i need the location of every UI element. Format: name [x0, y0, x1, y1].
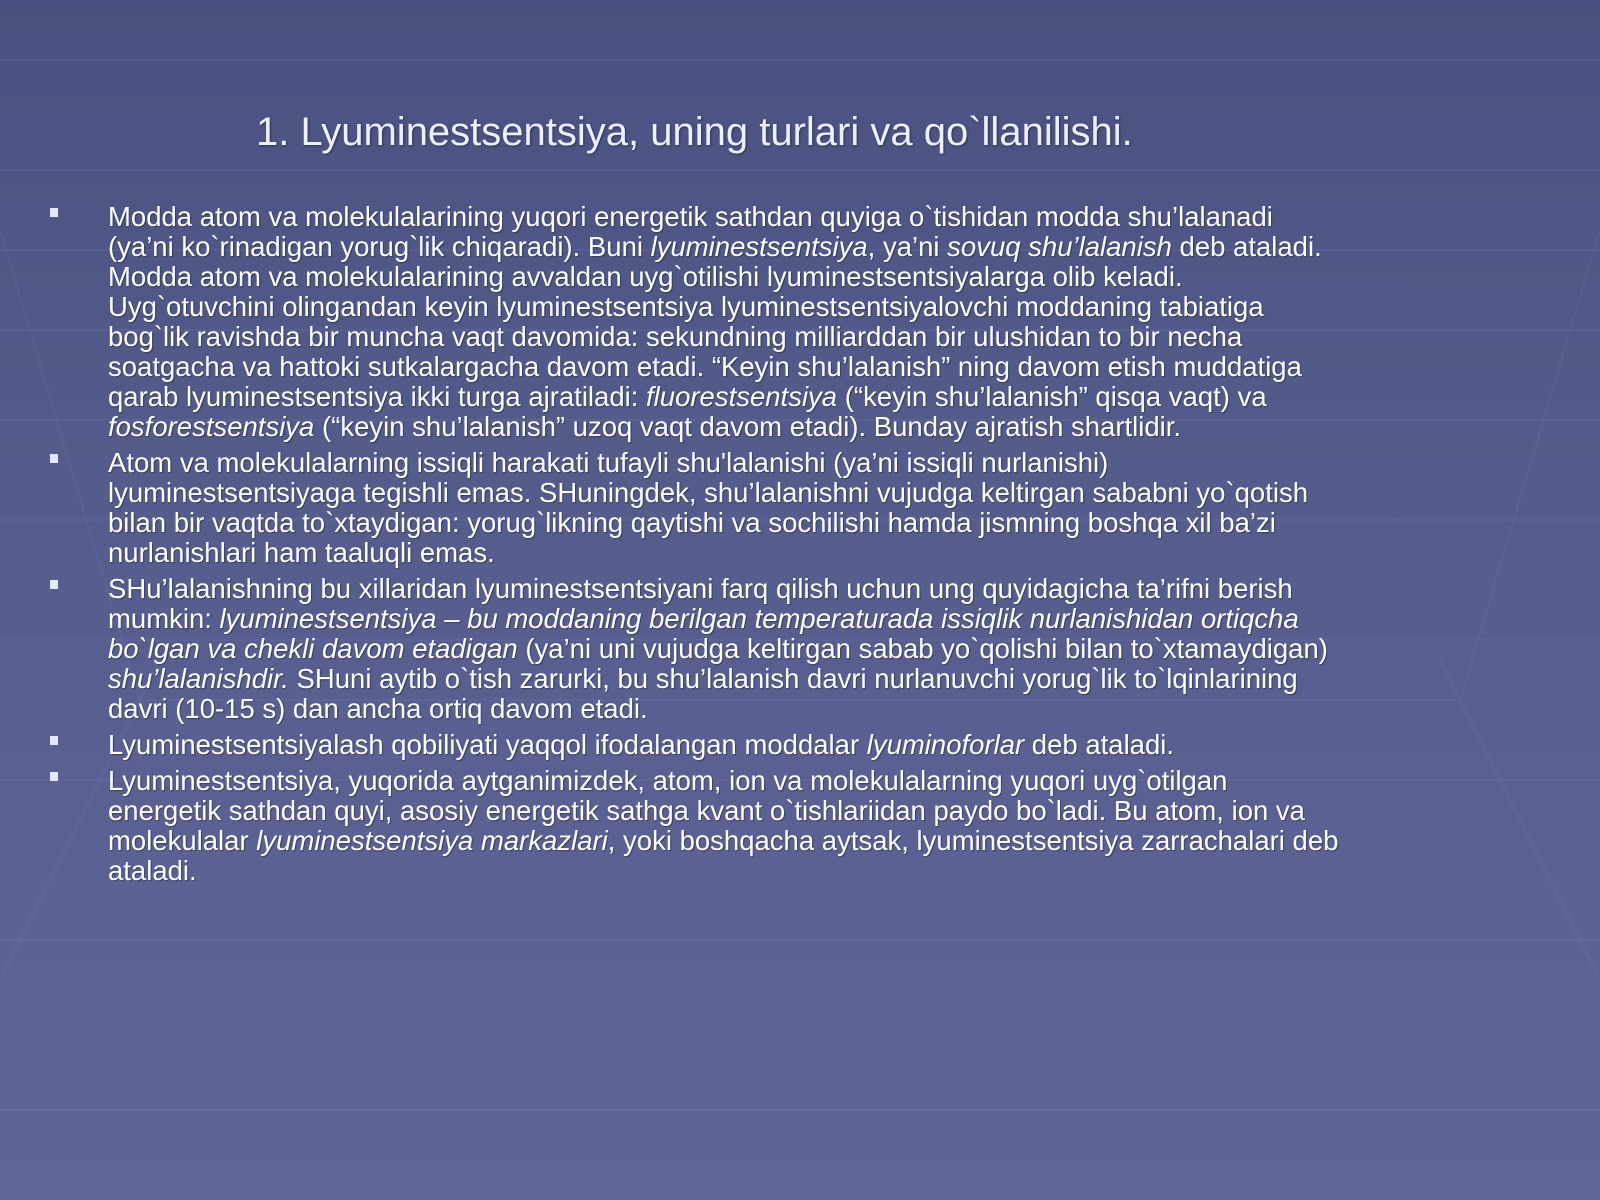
text-run: nurlanishlari ham taaluqli emas.: [108, 537, 495, 568]
text-run: qarab lyuminestsentsiya ikki turga ajratiladi:: [108, 381, 647, 412]
text-run: Atom va molekulalarning issiqli harakati tufayli shu'lalanishi (ya’ni issiqli nurlanishi): [108, 447, 1109, 478]
bullet-item: [48, 730, 1558, 760]
text-run: SHuni aytib o`tish zarurki, bu shu’lalanish davri nurlanuvchi yorug`lik to`lqinlarining: [288, 663, 1298, 694]
text-run: ataladi.: [108, 855, 197, 886]
text-run: , yoki boshqacha aytsak, lyuminestsentsiya zarrachalari deb: [607, 825, 1339, 856]
bullet-text-line: [108, 262, 1558, 292]
bullet-text-line: [108, 478, 1558, 508]
bullet-item: [48, 766, 1558, 886]
text-run: (“keyin shu’lalanish” uzoq vaqt davom etadi). Bunday ajratish shartlidir.: [314, 411, 1182, 442]
text-run: deb ataladi.: [1024, 729, 1175, 760]
bullet-text-line: [108, 664, 1558, 694]
text-run: , ya’ni: [867, 231, 948, 262]
bullet-text-line: [108, 856, 1558, 886]
bullet-item: [48, 448, 1558, 568]
bullet-text-line: [108, 322, 1558, 352]
bullet-list: [48, 202, 1558, 892]
italic-term: lyuminoforlar: [866, 729, 1025, 760]
text-run: (ya’ni ko`rinadigan yorug`lik chiqaradi). Buni: [108, 231, 651, 262]
text-run: soatgacha va hattoki sutkalargacha davom etadi. “Keyin shu’lalanish” ning davom etish muddatiga: [108, 351, 1302, 382]
bullet-text-line: [108, 766, 1558, 796]
bullet-text-line: [108, 232, 1558, 262]
italic-term: sovuq shu’lalanish: [947, 231, 1172, 262]
text-run: lyuminestsentsiyaga tegishli emas. SHuningdek, shu’lalanishni vujudga keltirgan sababni yo`qotish: [108, 477, 1308, 508]
bullet-text-line: [108, 508, 1558, 538]
italic-term: lyuminestsentsiya: [650, 231, 868, 262]
bullet-square-icon: [50, 736, 58, 745]
text-run: Modda atom va molekulalarining yuqori energetik sathdan quyiga o`tishidan modda shu’lalanadi: [108, 201, 1273, 232]
text-run: SHu’lalanishning bu xillaridan lyuminestsentsiyani farq qilish uchun ung quyidagicha ta’rifni berish: [108, 573, 1293, 604]
text-run: molekulalar: [108, 825, 257, 856]
text-run: bilan bir vaqtda to`xtaydigan: yorug`likning qaytishi va sochilishi hamda jismning boshqa xil ba’zi: [108, 507, 1276, 538]
bullet-text-line: [108, 412, 1558, 442]
text-run: Uyg`otuvchini olingandan keyin lyuminestsentsiya lyuminestsentsiyalovchi moddaning tabiatiga: [108, 291, 1264, 322]
bullet-item: [48, 202, 1558, 442]
text-run: Lyuminestsentsiya, yuqorida aytganimizdek, atom, ion va molekulalarning yuqori uyg`otilgan: [108, 765, 1228, 796]
bullet-text-line: [108, 694, 1558, 724]
text-run: (ya’ni uni vujudga keltirgan sabab yo`qolishi bilan to`xtamaydigan): [517, 633, 1328, 664]
bullet-text-line: [108, 796, 1558, 826]
bullet-text-line: [108, 292, 1558, 322]
bullet-text-line: [108, 574, 1558, 604]
slide-title: 1. Lyuminestsentsiya, uning turlari va qo`llanilishi.: [256, 110, 1133, 154]
text-run: Lyuminestsentsiyalash qobiliyati yaqqol ifodalangan moddalar: [108, 729, 867, 760]
text-run: deb ataladi.: [1171, 231, 1322, 262]
italic-term: fosforestsentsiya: [108, 411, 315, 442]
bullet-square-icon: [50, 454, 58, 463]
text-run: bog`lik ravishda bir muncha vaqt davomida: sekundning milliarddan bir ulushidan to bir necha: [108, 321, 1243, 352]
bullet-text-line: [108, 448, 1558, 478]
bullet-square-icon: [50, 580, 58, 589]
bullet-text-line: [108, 604, 1558, 634]
bullet-square-icon: [50, 208, 58, 217]
italic-term: shu’lalanishdir.: [108, 663, 289, 694]
italic-term: lyuminestsentsiya markazlari: [256, 825, 608, 856]
text-run: davri (10-15 s) dan ancha ortiq davom etadi.: [108, 693, 648, 724]
italic-term: bo`lgan va chekli davom etadigan: [108, 633, 518, 664]
bullet-text-line: [108, 352, 1558, 382]
text-run: mumkin:: [108, 603, 220, 634]
bullet-text-line: [108, 826, 1558, 856]
text-run: (“keyin shu’lalanish” qisqa vaqt) va: [837, 381, 1267, 412]
bullet-text-line: [108, 634, 1558, 664]
italic-term: lyuminestsentsiya – bu moddaning berilgan temperaturada issiqlik nurlanishidan ortiqcha: [219, 603, 1299, 634]
italic-term: fluorestsentsiya: [646, 381, 838, 412]
bullet-text-line: [108, 202, 1558, 232]
bullet-text-line: [108, 730, 1558, 760]
text-run: Modda atom va molekulalarining avvaldan uyg`otilishi lyuminestsentsiyalarga olib keladi.: [108, 261, 1183, 292]
bullet-text-line: [108, 382, 1558, 412]
bullet-text-line: [108, 538, 1558, 568]
bullet-square-icon: [50, 772, 58, 781]
text-run: energetik sathdan quyi, asosiy energetik sathga kvant o`tishlariidan paydo bo`ladi. Bu atom, ion va: [108, 795, 1305, 826]
bullet-item: [48, 574, 1558, 724]
